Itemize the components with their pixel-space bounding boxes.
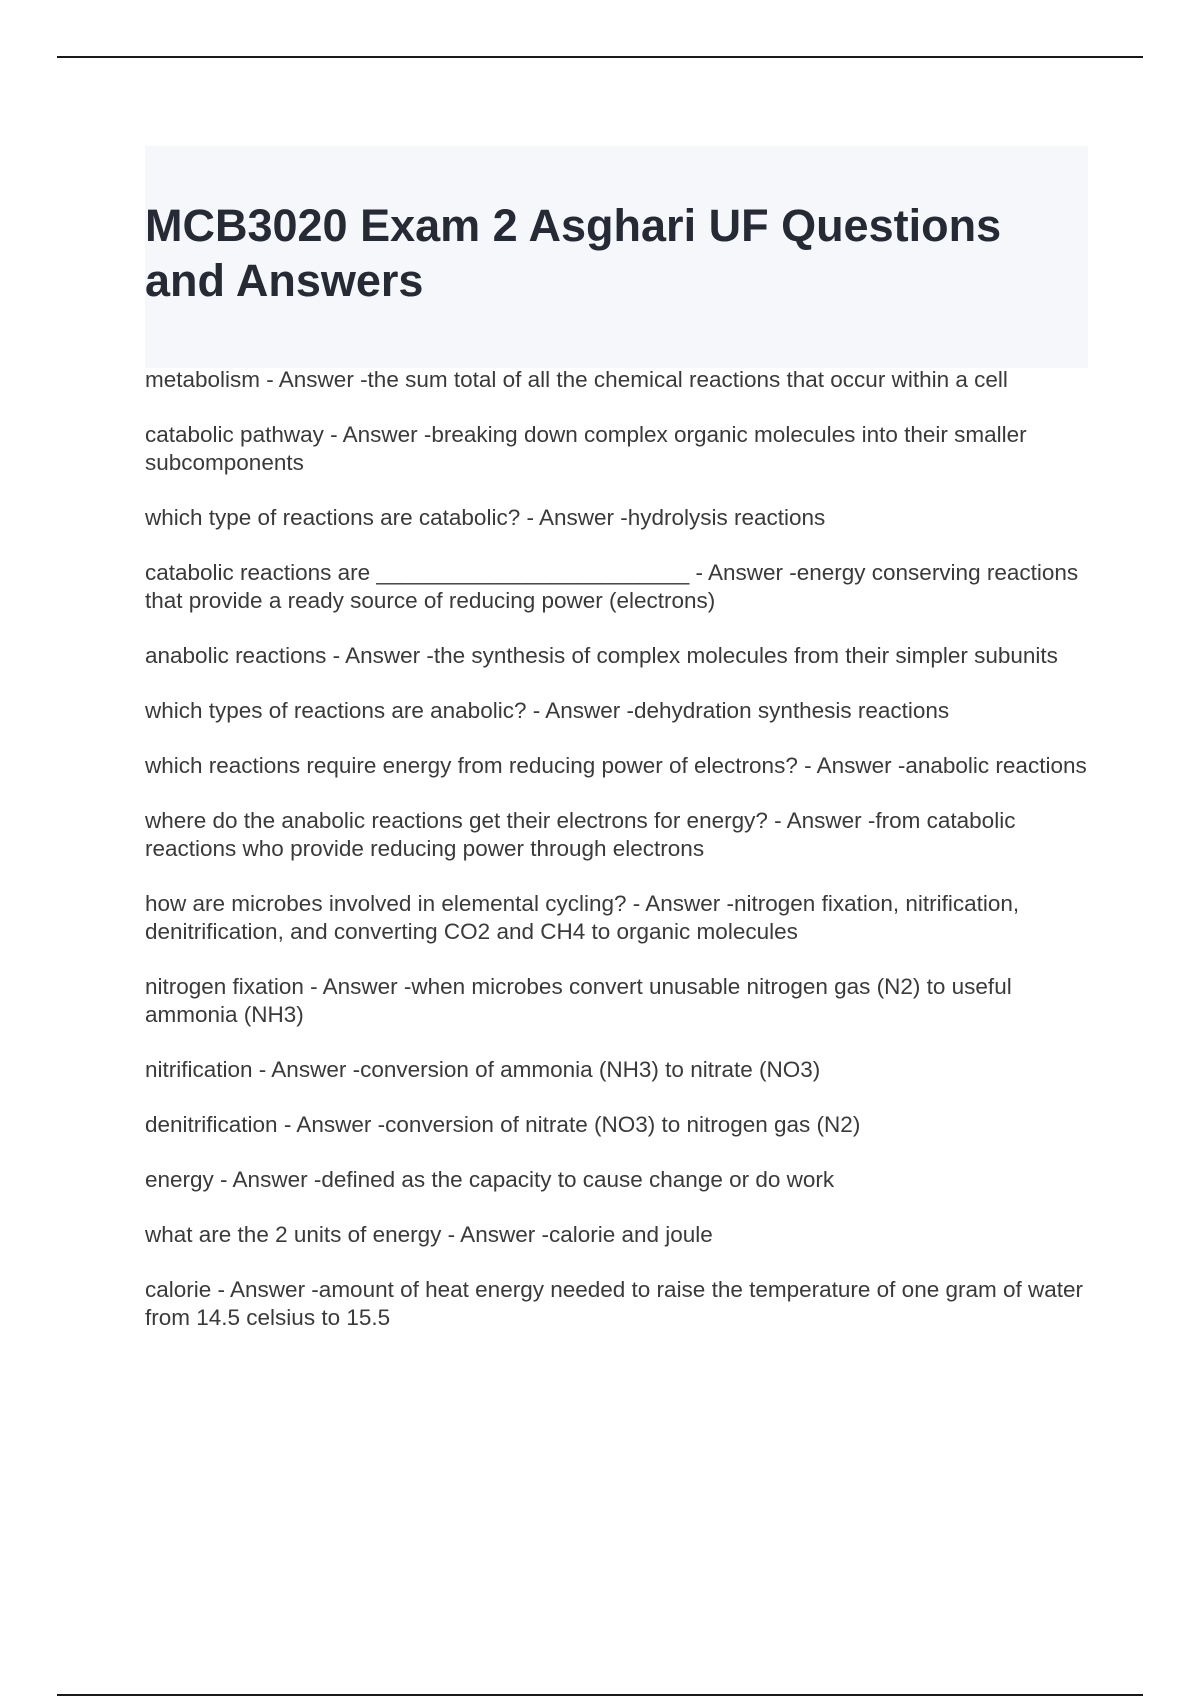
- qa-item-elemental-cycling: how are microbes involved in elemental cycling? - Answer -nitrogen fixation, nitrification, denitrification, and converting CO2 and CH4 to organic molecules: [145, 891, 1020, 944]
- footer-rule: [57, 1694, 1143, 1696]
- qa-item-energy-units: what are the 2 units of energy - Answer -calorie and joule: [145, 1222, 713, 1247]
- qa-list: [145, 366, 1090, 1359]
- qa-item-nitrogen-fixation: nitrogen fixation - Answer -when microbes convert unusable nitrogen gas (N2) to useful ammonia (NH3): [145, 974, 1012, 1027]
- qa-item-reducing-power: which reactions require energy from reducing power of electrons? - Answer -anabolic reactions: [145, 753, 1087, 778]
- qa-item-catabolic-reactions: catabolic reactions are _________________________ - Answer -energy conserving reactions that provide a ready source of reducing power (electrons): [145, 560, 1079, 613]
- qa-item-metabolism: metabolism - Answer -the sum total of all the chemical reactions that occur within a cell: [145, 367, 1008, 392]
- qa-item-anabolic-type: which types of reactions are anabolic? - Answer -dehydration synthesis reactions: [145, 698, 950, 723]
- qa-item-denitrification: denitrification - Answer -conversion of nitrate (NO3) to nitrogen gas (N2): [145, 1112, 861, 1137]
- qa-item-anabolic-reactions: anabolic reactions - Answer -the synthesis of complex molecules from their simpler subunits: [145, 643, 1058, 668]
- qa-item-energy: energy - Answer -defined as the capacity to cause change or do work: [145, 1167, 835, 1192]
- qa-item-catabolic-pathway: catabolic pathway - Answer -breaking down complex organic molecules into their smaller subcomponents: [145, 422, 1027, 475]
- document-title: MCB3020 Exam 2 Asghari UF Questions and Answers: [145, 200, 1002, 306]
- qa-item-calorie: calorie - Answer -amount of heat energy needed to raise the temperature of one gram of water from 14.5 celsius to 15.5: [145, 1277, 1084, 1330]
- qa-item-catabolic-type: which type of reactions are catabolic? - Answer -hydrolysis reactions: [145, 505, 826, 530]
- header-rule: [57, 56, 1143, 58]
- qa-item-nitrification: nitrification - Answer -conversion of ammonia (NH3) to nitrate (NO3): [145, 1057, 821, 1082]
- qa-item-electron-source: where do the anabolic reactions get their electrons for energy? - Answer -from catabolic reactions who provide reducing power through electrons: [145, 808, 1016, 861]
